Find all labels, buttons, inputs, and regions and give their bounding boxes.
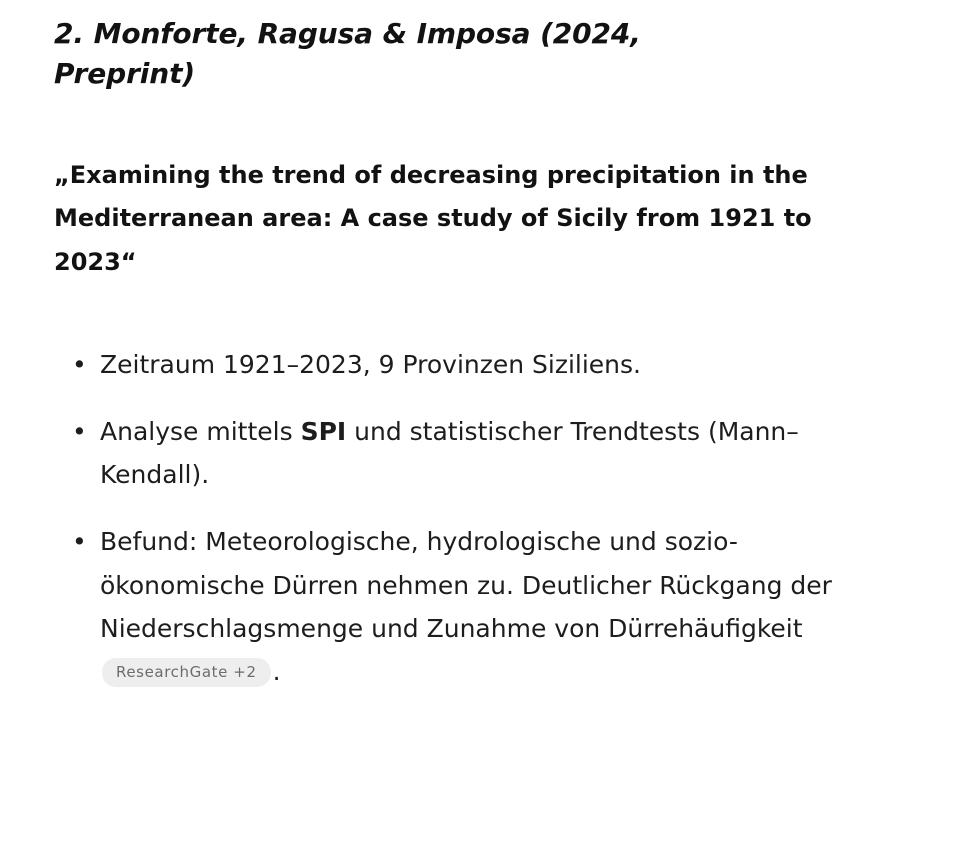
list-item-text: Befund: Meteorologische, hydrologische und sozio-ökonomische Dürren nehmen zu. Deutlicher Rückgang der Niederschlagsmenge und Zunahme von Dürrehäufigkeit bbox=[100, 527, 832, 643]
list-item bbox=[54, 520, 900, 693]
list-item-text: Analyse mittels bbox=[100, 416, 301, 446]
list-item-text: Zeitraum 1921–2023, 9 Provinzen Siziliens. bbox=[100, 349, 642, 379]
section-heading: 2. Monforte, Ragusa & Imposa (2024, Preprint) bbox=[54, 17, 641, 90]
bullet-marker: • bbox=[72, 349, 87, 379]
list-item bbox=[54, 343, 900, 386]
bullet-marker: • bbox=[72, 527, 87, 557]
list-item-trailing-punctuation: . bbox=[272, 657, 281, 687]
bullet-list bbox=[54, 285, 900, 694]
bullet-marker: • bbox=[72, 416, 87, 446]
citation-chip[interactable]: ResearchGate +2 bbox=[102, 658, 271, 687]
list-item-emphasis: SPI bbox=[300, 416, 347, 446]
list-item bbox=[54, 410, 900, 497]
list-item-text-continued: und statistischer Trendtests (Mann–Kendall). bbox=[100, 416, 799, 490]
paper-title: „Examining the trend of decreasing precipitation in the Mediterranean area: A case study of Sicily from 1921 to 2023“ bbox=[54, 160, 812, 276]
